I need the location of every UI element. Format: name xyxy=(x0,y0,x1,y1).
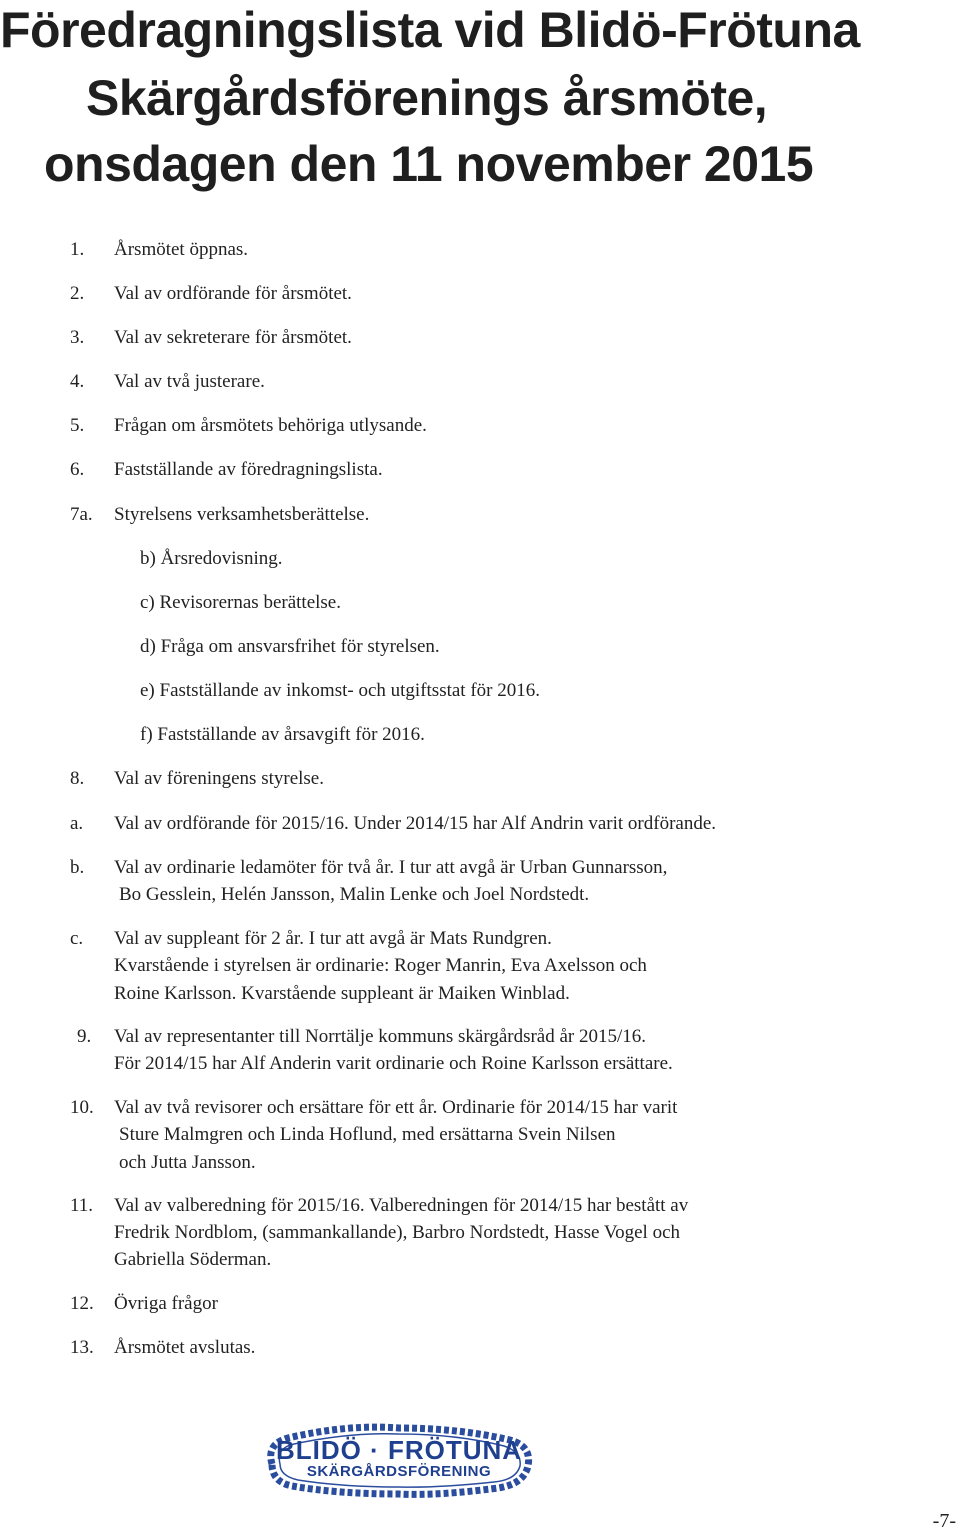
rope-logo-icon xyxy=(258,1414,540,1498)
item-text: Årsmötet avslutas. xyxy=(114,1337,256,1358)
item-number: 5. xyxy=(70,415,85,436)
item-number: a. xyxy=(70,813,84,834)
item-text: c) Revisorernas berättelse. xyxy=(140,592,341,613)
item-text: Fastställande av föredragningslista. xyxy=(114,459,383,480)
item-number: c. xyxy=(70,928,84,949)
item-text: Val av ordinarie ledamöter för två år. I tur att avgå är Urban Gunnarsson, xyxy=(114,857,668,878)
item-number: 2. xyxy=(70,283,85,304)
item-text: Val av representanter till Norrtälje kommuns skärgårdsråd år 2015/16. xyxy=(114,1026,647,1047)
item-text: Fredrik Nordblom, (sammankallande), Barbro Nordstedt, Hasse Vogel och xyxy=(114,1222,681,1243)
item-number: 10. xyxy=(70,1097,94,1118)
title-line-1: Föredragningslista vid Blidö-Frötuna xyxy=(0,2,860,58)
item-text: Övriga frågor xyxy=(114,1293,218,1314)
item-number: 7a. xyxy=(70,504,93,525)
item-text: Val av valberedning för 2015/16. Valberedningen för 2014/15 har bestått av xyxy=(114,1195,689,1216)
page-number: -7- xyxy=(932,1510,956,1532)
title-line-3: onsdagen den 11 november 2015 xyxy=(44,136,814,192)
association-logo xyxy=(258,1414,540,1498)
item-text: Årsmötet öppnas. xyxy=(114,239,249,260)
item-text: Gabriella Söderman. xyxy=(114,1249,272,1270)
logo-line-1: BLIDÖ · FRÖTUNA xyxy=(275,1435,523,1465)
item-number: 8. xyxy=(70,768,85,789)
item-text: b) Årsredovisning. xyxy=(140,548,283,569)
item-text: Val av suppleant för 2 år. I tur att avgå är Mats Rundgren. xyxy=(114,928,552,949)
item-text: Val av två justerare. xyxy=(114,371,265,392)
item-number: 3. xyxy=(70,327,85,348)
item-text: d) Fråga om ansvarsfrihet för styrelsen. xyxy=(140,636,440,657)
title-line-2: Skärgårdsförenings årsmöte, xyxy=(86,70,768,126)
item-number: 11. xyxy=(70,1195,94,1216)
item-text: För 2014/15 har Alf Anderin varit ordinarie och Roine Karlsson ersättare. xyxy=(114,1053,673,1074)
item-number: 1. xyxy=(70,239,85,260)
item-text: Kvarstående i styrelsen är ordinarie: Roger Manrin, Eva Axelsson och xyxy=(114,955,647,976)
item-number: b. xyxy=(70,857,85,878)
logo-line-2: SKÄRGÅRDSFÖRENING xyxy=(306,1463,492,1480)
item-text: Styrelsens verksamhetsberättelse. xyxy=(114,504,370,525)
item-text: e) Fastställande av inkomst- och utgiftsstat för 2016. xyxy=(140,680,540,701)
item-text: Val av sekreterare för årsmötet. xyxy=(114,327,352,348)
item-number: 12. xyxy=(70,1293,94,1314)
item-number: 9. xyxy=(77,1026,92,1047)
item-text: Sture Malmgren och Linda Hoflund, med ersättarna Svein Nilsen xyxy=(119,1124,616,1145)
item-number: 13. xyxy=(70,1337,94,1358)
item-text: Val av ordförande för årsmötet. xyxy=(114,283,352,304)
item-text: och Jutta Jansson. xyxy=(119,1152,256,1173)
item-text: Val av föreningens styrelse. xyxy=(114,768,324,789)
item-text: Val av två revisorer och ersättare för ett år. Ordinarie för 2014/15 har varit xyxy=(114,1097,678,1118)
item-text: Roine Karlsson. Kvarstående suppleant är Maiken Winblad. xyxy=(114,983,570,1004)
item-text: Bo Gesslein, Helén Jansson, Malin Lenke och Joel Nordstedt. xyxy=(119,884,590,905)
item-number: 6. xyxy=(70,459,85,480)
item-text: Frågan om årsmötets behöriga utlysande. xyxy=(114,415,427,436)
item-text: f) Fastställande av årsavgift för 2016. xyxy=(140,724,425,745)
item-text: Val av ordförande för 2015/16. Under 2014/15 har Alf Andrin varit ordförande. xyxy=(114,813,717,834)
item-number: 4. xyxy=(70,371,85,392)
